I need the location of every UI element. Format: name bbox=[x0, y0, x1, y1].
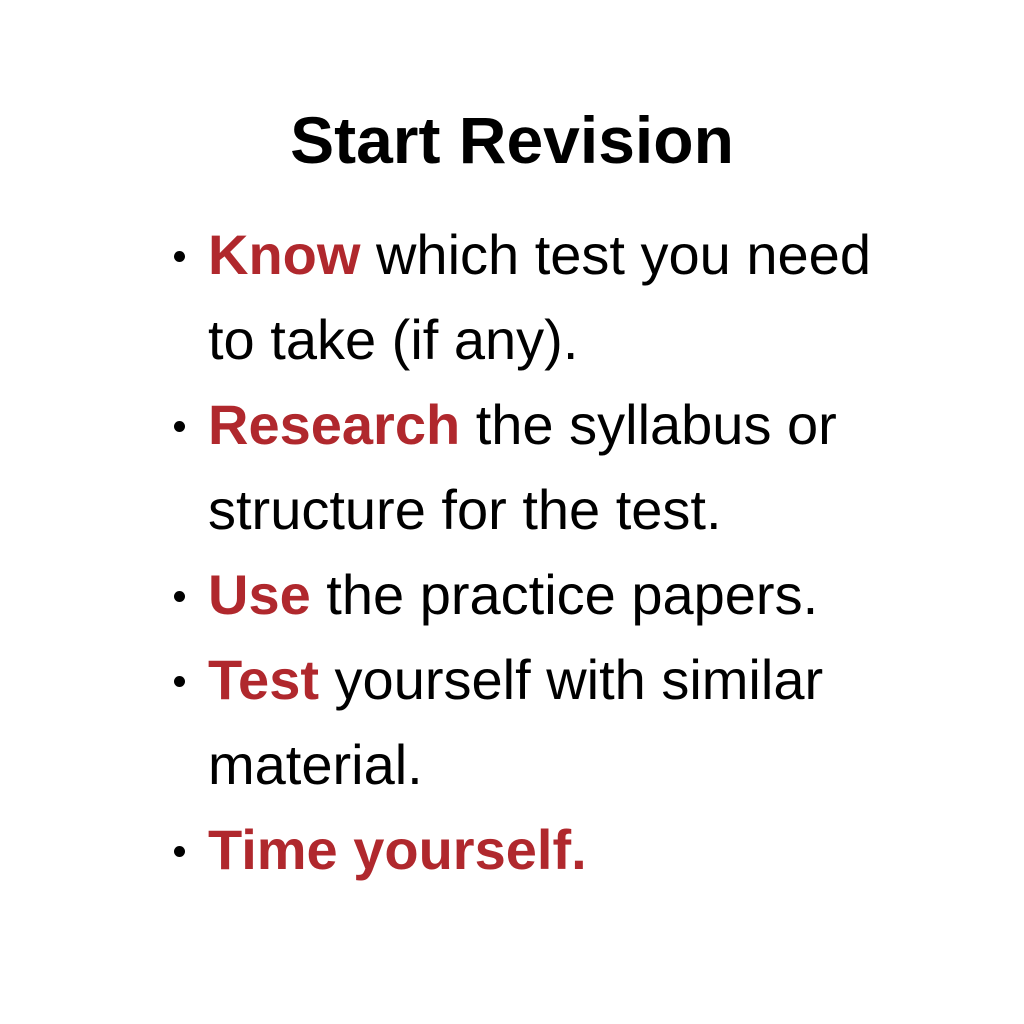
bullet-item bbox=[160, 807, 920, 892]
bullet-dot-icon bbox=[174, 251, 185, 262]
bullet-list bbox=[160, 212, 920, 892]
bullet-dot-icon bbox=[174, 421, 185, 432]
bullet-item bbox=[160, 382, 920, 552]
bullet-text: the syllabus or structure for the test. bbox=[208, 393, 837, 541]
bullet-keyword: Research bbox=[208, 393, 461, 456]
bullet-dot-icon bbox=[174, 676, 185, 687]
bullet-keyword: Know bbox=[208, 223, 361, 286]
bullet-text: the practice papers. bbox=[310, 563, 819, 626]
bullet-keyword: Use bbox=[208, 563, 311, 626]
slide-title: Start Revision bbox=[290, 103, 734, 177]
bullet-item bbox=[160, 212, 920, 382]
bullet-dot-icon bbox=[174, 846, 185, 857]
bullet-text: yourself with similar material. bbox=[208, 648, 824, 796]
bullet-keyword: Test bbox=[208, 648, 319, 711]
bullet-item bbox=[160, 552, 920, 637]
bullet-dot-icon bbox=[174, 591, 185, 602]
bullet-item bbox=[160, 637, 920, 807]
bullet-keyword: Time yourself. bbox=[208, 818, 587, 881]
bullet-text: which test you need to take (if any). bbox=[208, 223, 871, 371]
